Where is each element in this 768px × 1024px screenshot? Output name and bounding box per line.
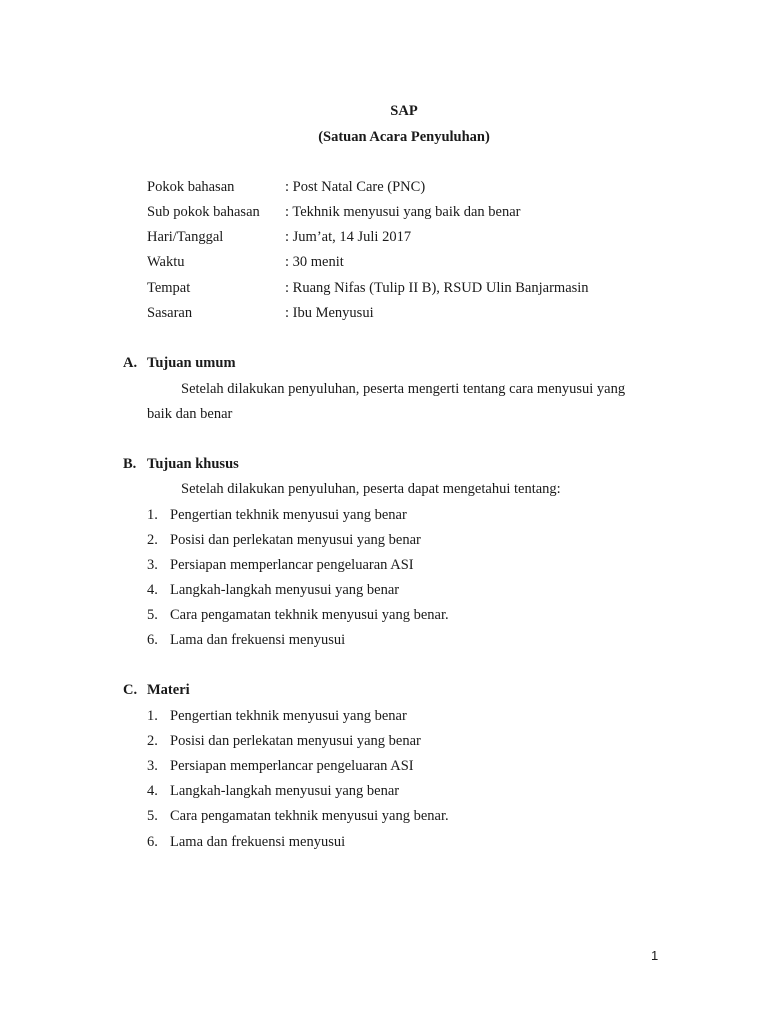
list-text: Pengertian tekhnik menyusui yang benar — [170, 708, 407, 724]
list-text: Langkah-langkah menyusui yang benar — [170, 783, 400, 799]
info-value: : 30 menit — [285, 254, 344, 270]
info-value: : Ruang Nifas (Tulip II B), RSUD Ulin Banjarmasin — [285, 280, 589, 296]
section-a-paragraph-line-2: baik dan benar — [147, 406, 233, 422]
section-letter: C. — [123, 682, 138, 698]
list-text: Pengertian tekhnik menyusui yang benar — [170, 507, 407, 523]
list-number: 6. — [147, 632, 158, 648]
section-a-paragraph-line-1: Setelah dilakukan penyuluhan, peserta mengerti tentang cara menyusui yang — [181, 381, 626, 397]
page-number: 1 — [651, 948, 659, 963]
list-text: Langkah-langkah menyusui yang benar — [170, 582, 400, 598]
info-value: : Tekhnik menyusui yang baik dan benar — [285, 204, 521, 220]
section-letter: B. — [123, 456, 137, 472]
section-letter: A. — [123, 355, 138, 371]
list-number: 2. — [147, 532, 158, 548]
list-number: 2. — [147, 733, 158, 749]
list-text: Persiapan memperlancar pengeluaran ASI — [170, 557, 414, 573]
list-number: 1. — [147, 708, 158, 724]
info-label: Sub pokok bahasan — [147, 204, 260, 220]
list-number: 6. — [147, 834, 158, 850]
list-number: 4. — [147, 582, 158, 598]
list-number: 5. — [147, 808, 158, 824]
list-number: 5. — [147, 607, 158, 623]
document-title: SAP — [390, 103, 418, 119]
list-text: Lama dan frekuensi menyusui — [170, 834, 346, 850]
list-text: Posisi dan perlekatan menyusui yang benar — [170, 733, 421, 749]
list-number: 4. — [147, 783, 158, 799]
info-label: Waktu — [147, 254, 185, 270]
list-text: Cara pengamatan tekhnik menyusui yang benar. — [170, 808, 449, 824]
info-label: Tempat — [147, 280, 191, 296]
list-number: 3. — [147, 758, 158, 774]
section-title: Materi — [147, 682, 190, 698]
section-title: Tujuan umum — [147, 355, 236, 371]
info-label: Sasaran — [147, 305, 193, 321]
info-value: : Post Natal Care (PNC) — [285, 179, 426, 195]
list-text: Cara pengamatan tekhnik menyusui yang benar. — [170, 607, 449, 623]
list-number: 3. — [147, 557, 158, 573]
document-subtitle: (Satuan Acara Penyuluhan) — [318, 129, 490, 145]
list-text: Lama dan frekuensi menyusui — [170, 632, 346, 648]
section-title: Tujuan khusus — [147, 456, 239, 472]
section-b-intro: Setelah dilakukan penyuluhan, peserta dapat mengetahui tentang: — [181, 481, 561, 497]
list-text: Persiapan memperlancar pengeluaran ASI — [170, 758, 414, 774]
info-value: : Jum’at, 14 Juli 2017 — [285, 229, 412, 245]
info-value: : Ibu Menyusui — [285, 305, 374, 321]
list-number: 1. — [147, 507, 158, 523]
info-label: Pokok bahasan — [147, 179, 235, 195]
info-label: Hari/Tanggal — [147, 229, 224, 245]
list-text: Posisi dan perlekatan menyusui yang benar — [170, 532, 421, 548]
